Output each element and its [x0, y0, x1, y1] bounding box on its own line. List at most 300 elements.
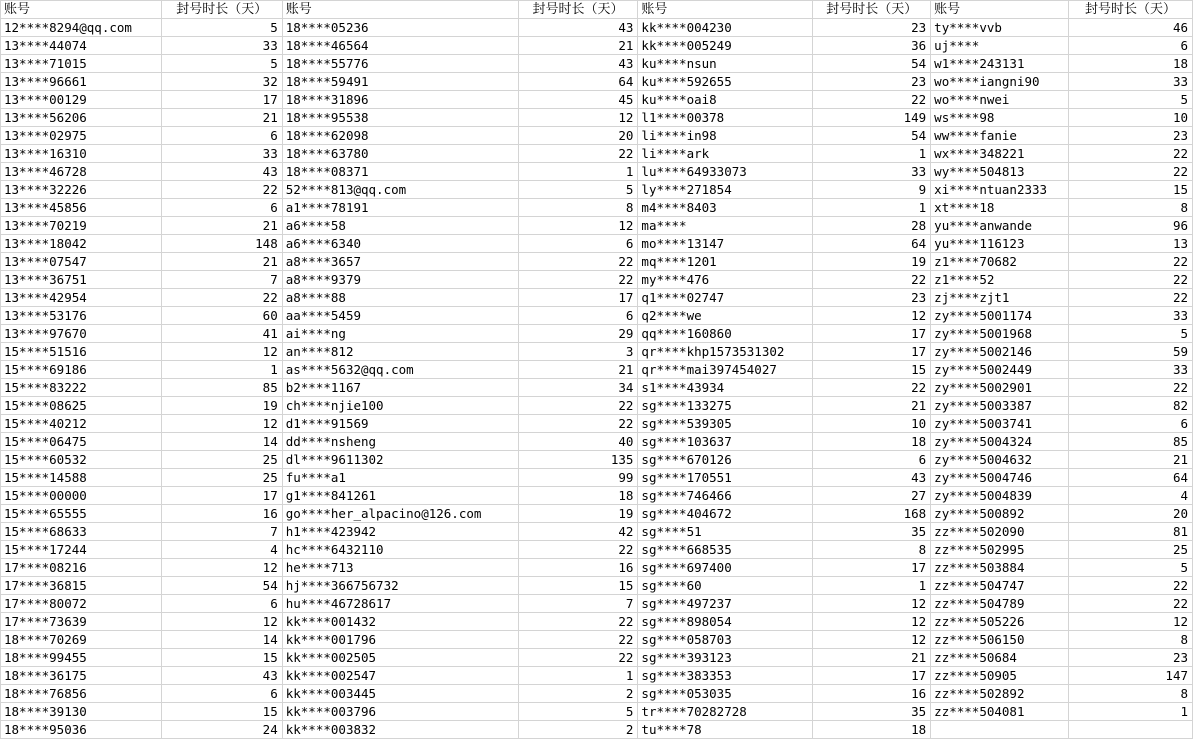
account-cell[interactable]: kk****002505 [282, 649, 518, 667]
account-cell[interactable]: ma**** [638, 217, 813, 235]
ban-days-cell[interactable]: 23 [813, 289, 931, 307]
ban-days-cell[interactable]: 25 [1069, 541, 1193, 559]
ban-days-cell[interactable]: 22 [518, 541, 638, 559]
ban-days-cell[interactable]: 22 [1069, 145, 1193, 163]
account-cell[interactable]: lu****64933073 [638, 163, 813, 181]
account-cell[interactable]: dd****nsheng [282, 433, 518, 451]
ban-days-cell[interactable]: 21 [161, 217, 282, 235]
header-days-1[interactable]: 封号时长（天） [161, 1, 282, 19]
account-cell[interactable]: 15****68633 [1, 523, 162, 541]
ban-days-cell[interactable]: 23 [1069, 649, 1193, 667]
account-cell[interactable]: sg****170551 [638, 469, 813, 487]
ban-days-cell[interactable]: 16 [518, 559, 638, 577]
account-cell[interactable]: ai****ng [282, 325, 518, 343]
ban-days-cell[interactable]: 7 [161, 523, 282, 541]
ban-days-cell[interactable]: 20 [1069, 505, 1193, 523]
ban-days-cell[interactable]: 33 [161, 145, 282, 163]
account-cell[interactable]: 18****99455 [1, 649, 162, 667]
account-cell[interactable]: zz****506150 [931, 631, 1069, 649]
account-cell[interactable]: z1****70682 [931, 253, 1069, 271]
ban-days-cell[interactable]: 6 [518, 235, 638, 253]
account-cell[interactable]: sg****898054 [638, 613, 813, 631]
ban-days-cell[interactable]: 9 [813, 181, 931, 199]
ban-days-cell[interactable]: 19 [161, 397, 282, 415]
ban-days-cell[interactable]: 17 [161, 91, 282, 109]
header-account-1[interactable]: 账号 [1, 1, 162, 19]
account-cell[interactable]: 18****36175 [1, 667, 162, 685]
account-cell[interactable]: li****in98 [638, 127, 813, 145]
account-cell[interactable]: sg****497237 [638, 595, 813, 613]
account-cell[interactable]: ws****98 [931, 109, 1069, 127]
ban-days-cell[interactable]: 1 [518, 667, 638, 685]
account-cell[interactable]: sg****539305 [638, 415, 813, 433]
account-cell[interactable]: zy****5002901 [931, 379, 1069, 397]
ban-days-cell[interactable]: 18 [813, 433, 931, 451]
ban-days-cell[interactable]: 15 [161, 703, 282, 721]
account-cell[interactable]: kk****004230 [638, 19, 813, 37]
ban-days-cell[interactable]: 8 [1069, 199, 1193, 217]
ban-days-cell[interactable]: 99 [518, 469, 638, 487]
ban-days-cell[interactable]: 12 [161, 559, 282, 577]
ban-days-cell[interactable]: 24 [161, 721, 282, 739]
ban-days-cell[interactable]: 22 [518, 253, 638, 271]
account-cell[interactable]: yu****anwande [931, 217, 1069, 235]
account-cell[interactable]: 18****55776 [282, 55, 518, 73]
account-cell[interactable]: 17****08216 [1, 559, 162, 577]
account-cell[interactable]: zj****zjt1 [931, 289, 1069, 307]
account-cell[interactable]: b2****1167 [282, 379, 518, 397]
account-cell[interactable]: zz****503884 [931, 559, 1069, 577]
ban-days-cell[interactable]: 6 [161, 199, 282, 217]
ban-days-cell[interactable]: 96 [1069, 217, 1193, 235]
account-cell[interactable]: w1****243131 [931, 55, 1069, 73]
ban-days-cell[interactable]: 12 [813, 307, 931, 325]
ban-days-cell[interactable]: 33 [813, 163, 931, 181]
ban-days-cell[interactable]: 64 [518, 73, 638, 91]
account-cell[interactable]: zz****504789 [931, 595, 1069, 613]
ban-days-cell[interactable]: 23 [1069, 127, 1193, 145]
account-cell[interactable]: ch****njie100 [282, 397, 518, 415]
account-cell[interactable]: 15****65555 [1, 505, 162, 523]
account-cell[interactable]: 15****83222 [1, 379, 162, 397]
ban-days-cell[interactable]: 21 [813, 397, 931, 415]
account-cell[interactable]: zy****5002146 [931, 343, 1069, 361]
ban-days-cell[interactable]: 22 [518, 397, 638, 415]
account-cell[interactable]: sg****393123 [638, 649, 813, 667]
account-cell[interactable]: hc****6432110 [282, 541, 518, 559]
account-cell[interactable]: 13****71015 [1, 55, 162, 73]
ban-days-cell[interactable]: 82 [1069, 397, 1193, 415]
account-cell[interactable]: zy****5004324 [931, 433, 1069, 451]
account-cell[interactable]: he****713 [282, 559, 518, 577]
account-cell[interactable]: sg****746466 [638, 487, 813, 505]
account-cell[interactable]: a8****3657 [282, 253, 518, 271]
ban-days-cell[interactable]: 43 [161, 667, 282, 685]
account-cell[interactable]: a6****6340 [282, 235, 518, 253]
ban-days-cell[interactable]: 12 [813, 595, 931, 613]
ban-days-cell[interactable]: 5 [1069, 559, 1193, 577]
account-cell[interactable]: 13****44074 [1, 37, 162, 55]
account-cell[interactable]: a6****58 [282, 217, 518, 235]
ban-days-cell[interactable]: 12 [518, 217, 638, 235]
ban-days-cell[interactable]: 21 [161, 253, 282, 271]
ban-days-cell[interactable]: 17 [813, 667, 931, 685]
account-cell[interactable]: ly****271854 [638, 181, 813, 199]
ban-days-cell[interactable]: 85 [161, 379, 282, 397]
header-account-4[interactable]: 账号 [931, 1, 1069, 19]
account-cell[interactable]: ku****592655 [638, 73, 813, 91]
ban-days-cell[interactable]: 6 [161, 595, 282, 613]
ban-days-cell[interactable]: 149 [813, 109, 931, 127]
account-cell[interactable]: fu****a1 [282, 469, 518, 487]
account-cell[interactable]: qq****160860 [638, 325, 813, 343]
account-cell[interactable]: zy****5001968 [931, 325, 1069, 343]
ban-days-cell[interactable]: 8 [1069, 631, 1193, 649]
account-cell[interactable]: li****ark [638, 145, 813, 163]
ban-days-cell[interactable]: 22 [813, 379, 931, 397]
account-cell[interactable]: kk****002547 [282, 667, 518, 685]
account-cell[interactable]: qr****mai397454027 [638, 361, 813, 379]
account-cell[interactable]: zz****50684 [931, 649, 1069, 667]
ban-days-cell[interactable]: 35 [813, 523, 931, 541]
account-cell[interactable]: 18****46564 [282, 37, 518, 55]
ban-days-cell[interactable]: 22 [518, 649, 638, 667]
account-cell[interactable]: kk****003796 [282, 703, 518, 721]
account-cell[interactable]: zy****5003387 [931, 397, 1069, 415]
account-cell[interactable]: go****her_alpacino@126.com [282, 505, 518, 523]
ban-days-cell[interactable]: 23 [813, 73, 931, 91]
account-cell[interactable]: kk****001796 [282, 631, 518, 649]
account-cell[interactable]: mo****13147 [638, 235, 813, 253]
account-cell[interactable]: 13****70219 [1, 217, 162, 235]
ban-days-cell[interactable]: 15 [518, 577, 638, 595]
ban-days-cell[interactable]: 10 [813, 415, 931, 433]
account-cell[interactable]: 17****73639 [1, 613, 162, 631]
ban-days-cell[interactable]: 135 [518, 451, 638, 469]
header-days-3[interactable]: 封号时长（天） [813, 1, 931, 19]
ban-days-cell[interactable]: 12 [161, 415, 282, 433]
account-cell[interactable]: 13****96661 [1, 73, 162, 91]
account-cell[interactable]: zy****5004839 [931, 487, 1069, 505]
ban-days-cell[interactable]: 27 [813, 487, 931, 505]
account-cell[interactable]: zy****5004632 [931, 451, 1069, 469]
account-cell[interactable]: 18****95036 [1, 721, 162, 739]
account-cell[interactable]: 18****95538 [282, 109, 518, 127]
ban-days-cell[interactable]: 43 [518, 19, 638, 37]
ban-days-cell[interactable]: 13 [1069, 235, 1193, 253]
ban-days-cell[interactable]: 22 [518, 271, 638, 289]
ban-days-cell[interactable]: 5 [518, 181, 638, 199]
account-cell[interactable]: uj**** [931, 37, 1069, 55]
ban-days-cell[interactable]: 17 [161, 487, 282, 505]
ban-days-cell[interactable]: 7 [161, 271, 282, 289]
account-cell[interactable]: 18****31896 [282, 91, 518, 109]
ban-days-cell[interactable]: 2 [518, 721, 638, 739]
ban-days-cell[interactable]: 64 [813, 235, 931, 253]
account-cell[interactable]: an****812 [282, 343, 518, 361]
ban-days-cell[interactable]: 64 [1069, 469, 1193, 487]
header-days-4[interactable]: 封号时长（天） [1069, 1, 1193, 19]
ban-days-cell[interactable]: 4 [1069, 487, 1193, 505]
account-cell[interactable]: 13****53176 [1, 307, 162, 325]
ban-days-cell[interactable]: 33 [161, 37, 282, 55]
ban-days-cell[interactable]: 5 [161, 19, 282, 37]
ban-days-cell[interactable]: 22 [1069, 289, 1193, 307]
ban-days-cell[interactable]: 22 [1069, 577, 1193, 595]
account-cell[interactable]: 18****63780 [282, 145, 518, 163]
ban-days-cell[interactable]: 22 [161, 181, 282, 199]
account-cell[interactable]: 18****08371 [282, 163, 518, 181]
account-cell[interactable]: a8****9379 [282, 271, 518, 289]
ban-days-cell[interactable]: 17 [518, 289, 638, 307]
ban-days-cell[interactable]: 18 [518, 487, 638, 505]
account-cell[interactable]: 13****16310 [1, 145, 162, 163]
account-cell[interactable]: yu****116123 [931, 235, 1069, 253]
ban-days-cell[interactable]: 7 [518, 595, 638, 613]
ban-days-cell[interactable]: 28 [813, 217, 931, 235]
account-cell[interactable]: kk****005249 [638, 37, 813, 55]
ban-days-cell[interactable]: 1 [813, 199, 931, 217]
ban-days-cell[interactable]: 15 [1069, 181, 1193, 199]
ban-days-cell[interactable]: 6 [1069, 37, 1193, 55]
account-cell[interactable]: 17****80072 [1, 595, 162, 613]
header-days-2[interactable]: 封号时长（天） [518, 1, 638, 19]
account-cell[interactable]: sg****133275 [638, 397, 813, 415]
ban-days-cell[interactable]: 20 [518, 127, 638, 145]
ban-days-cell[interactable]: 18 [813, 721, 931, 739]
ban-days-cell[interactable]: 22 [813, 91, 931, 109]
account-cell[interactable]: 13****97670 [1, 325, 162, 343]
ban-days-cell[interactable]: 5 [161, 55, 282, 73]
ban-days-cell[interactable]: 15 [161, 649, 282, 667]
account-cell[interactable]: zz****502995 [931, 541, 1069, 559]
ban-days-cell[interactable]: 32 [161, 73, 282, 91]
account-cell[interactable]: 18****05236 [282, 19, 518, 37]
account-cell[interactable]: 17****36815 [1, 577, 162, 595]
account-cell[interactable]: qr****khp1573531302 [638, 343, 813, 361]
account-cell[interactable]: m4****8403 [638, 199, 813, 217]
account-cell[interactable]: zy****5004746 [931, 469, 1069, 487]
ban-days-cell[interactable]: 22 [1069, 379, 1193, 397]
ban-days-cell[interactable]: 34 [518, 379, 638, 397]
ban-days-cell[interactable] [1069, 721, 1193, 739]
account-cell[interactable]: sg****51 [638, 523, 813, 541]
ban-days-cell[interactable]: 12 [813, 631, 931, 649]
ban-days-cell[interactable]: 22 [1069, 163, 1193, 181]
ban-days-cell[interactable]: 33 [1069, 361, 1193, 379]
ban-days-cell[interactable]: 1 [1069, 703, 1193, 721]
header-account-2[interactable]: 账号 [282, 1, 518, 19]
account-cell[interactable]: d1****91569 [282, 415, 518, 433]
account-cell[interactable]: wy****504813 [931, 163, 1069, 181]
account-cell[interactable]: 18****70269 [1, 631, 162, 649]
ban-days-cell[interactable]: 54 [813, 127, 931, 145]
ban-days-cell[interactable]: 8 [518, 199, 638, 217]
ban-days-cell[interactable]: 17 [813, 343, 931, 361]
account-cell[interactable]: aa****5459 [282, 307, 518, 325]
ban-days-cell[interactable]: 16 [813, 685, 931, 703]
account-cell[interactable]: a8****88 [282, 289, 518, 307]
account-cell[interactable]: zz****504081 [931, 703, 1069, 721]
account-cell[interactable]: 13****18042 [1, 235, 162, 253]
ban-days-cell[interactable]: 3 [518, 343, 638, 361]
ban-days-cell[interactable]: 5 [1069, 325, 1193, 343]
ban-days-cell[interactable]: 19 [813, 253, 931, 271]
ban-days-cell[interactable]: 8 [813, 541, 931, 559]
account-cell[interactable]: 18****62098 [282, 127, 518, 145]
ban-days-cell[interactable]: 6 [518, 307, 638, 325]
ban-days-cell[interactable]: 12 [1069, 613, 1193, 631]
ban-days-cell[interactable]: 12 [161, 613, 282, 631]
account-cell[interactable]: kk****003445 [282, 685, 518, 703]
ban-days-cell[interactable]: 10 [1069, 109, 1193, 127]
ban-days-cell[interactable]: 12 [518, 109, 638, 127]
account-cell[interactable]: 15****14588 [1, 469, 162, 487]
account-cell[interactable]: 13****45856 [1, 199, 162, 217]
account-cell[interactable]: 15****06475 [1, 433, 162, 451]
account-cell[interactable]: zz****502892 [931, 685, 1069, 703]
ban-days-cell[interactable]: 148 [161, 235, 282, 253]
ban-days-cell[interactable]: 15 [813, 361, 931, 379]
ban-days-cell[interactable]: 168 [813, 505, 931, 523]
account-cell[interactable]: q1****02747 [638, 289, 813, 307]
account-cell[interactable]: xt****18 [931, 199, 1069, 217]
ban-days-cell[interactable]: 17 [813, 559, 931, 577]
ban-days-cell[interactable]: 12 [813, 613, 931, 631]
account-cell[interactable]: hu****46728617 [282, 595, 518, 613]
account-cell[interactable]: as****5632@qq.com [282, 361, 518, 379]
account-cell[interactable]: 13****02975 [1, 127, 162, 145]
account-cell[interactable]: 15****40212 [1, 415, 162, 433]
account-cell[interactable]: zy****500892 [931, 505, 1069, 523]
ban-days-cell[interactable]: 42 [518, 523, 638, 541]
account-cell[interactable]: 13****46728 [1, 163, 162, 181]
ban-days-cell[interactable]: 18 [1069, 55, 1193, 73]
account-cell[interactable]: ww****fanie [931, 127, 1069, 145]
ban-days-cell[interactable]: 54 [161, 577, 282, 595]
account-cell[interactable]: hj****366756732 [282, 577, 518, 595]
account-cell[interactable]: 18****39130 [1, 703, 162, 721]
account-cell[interactable]: tr****70282728 [638, 703, 813, 721]
account-cell[interactable]: g1****841261 [282, 487, 518, 505]
account-cell[interactable]: h1****423942 [282, 523, 518, 541]
ban-days-cell[interactable]: 6 [161, 685, 282, 703]
ban-days-cell[interactable]: 29 [518, 325, 638, 343]
ban-days-cell[interactable]: 22 [1069, 595, 1193, 613]
ban-days-cell[interactable]: 4 [161, 541, 282, 559]
ban-days-cell[interactable]: 6 [813, 451, 931, 469]
ban-days-cell[interactable]: 23 [813, 19, 931, 37]
ban-days-cell[interactable]: 8 [1069, 685, 1193, 703]
ban-days-cell[interactable]: 14 [161, 433, 282, 451]
ban-days-cell[interactable]: 25 [161, 451, 282, 469]
account-cell[interactable]: 18****76856 [1, 685, 162, 703]
ban-days-cell[interactable]: 35 [813, 703, 931, 721]
account-cell[interactable]: sg****103637 [638, 433, 813, 451]
ban-days-cell[interactable]: 22 [813, 271, 931, 289]
ban-days-cell[interactable]: 59 [1069, 343, 1193, 361]
account-cell[interactable]: sg****383353 [638, 667, 813, 685]
account-cell[interactable]: my****476 [638, 271, 813, 289]
account-cell[interactable]: sg****697400 [638, 559, 813, 577]
account-cell[interactable]: l1****00378 [638, 109, 813, 127]
ban-days-cell[interactable]: 22 [161, 289, 282, 307]
ban-days-cell[interactable]: 5 [518, 703, 638, 721]
account-cell[interactable]: xi****ntuan2333 [931, 181, 1069, 199]
account-cell[interactable]: ku****oai8 [638, 91, 813, 109]
ban-days-cell[interactable]: 1 [813, 577, 931, 595]
account-cell[interactable]: 13****07547 [1, 253, 162, 271]
ban-days-cell[interactable]: 22 [518, 145, 638, 163]
account-cell[interactable]: zy****5002449 [931, 361, 1069, 379]
account-cell[interactable]: zz****50905 [931, 667, 1069, 685]
account-cell[interactable]: tu****78 [638, 721, 813, 739]
account-cell[interactable] [931, 721, 1069, 739]
account-cell[interactable]: zz****504747 [931, 577, 1069, 595]
account-cell[interactable]: 15****00000 [1, 487, 162, 505]
account-cell[interactable]: ku****nsun [638, 55, 813, 73]
ban-days-cell[interactable]: 19 [518, 505, 638, 523]
ban-days-cell[interactable]: 40 [518, 433, 638, 451]
ban-days-cell[interactable]: 36 [813, 37, 931, 55]
account-cell[interactable]: sg****053035 [638, 685, 813, 703]
account-cell[interactable]: dl****9611302 [282, 451, 518, 469]
account-cell[interactable]: sg****058703 [638, 631, 813, 649]
ban-days-cell[interactable]: 1 [518, 163, 638, 181]
ban-days-cell[interactable]: 43 [161, 163, 282, 181]
ban-days-cell[interactable]: 60 [161, 307, 282, 325]
header-account-3[interactable]: 账号 [638, 1, 813, 19]
ban-days-cell[interactable]: 21 [813, 649, 931, 667]
account-cell[interactable]: 13****36751 [1, 271, 162, 289]
ban-days-cell[interactable]: 5 [1069, 91, 1193, 109]
account-cell[interactable]: 52****813@qq.com [282, 181, 518, 199]
account-cell[interactable]: zy****5003741 [931, 415, 1069, 433]
account-cell[interactable]: ty****vvb [931, 19, 1069, 37]
ban-days-cell[interactable]: 17 [813, 325, 931, 343]
ban-days-cell[interactable]: 22 [1069, 271, 1193, 289]
ban-days-cell[interactable]: 14 [161, 631, 282, 649]
account-cell[interactable]: 15****17244 [1, 541, 162, 559]
account-cell[interactable]: wo****iangni90 [931, 73, 1069, 91]
ban-days-cell[interactable]: 21 [1069, 451, 1193, 469]
account-cell[interactable]: wx****348221 [931, 145, 1069, 163]
ban-days-cell[interactable]: 22 [518, 415, 638, 433]
ban-days-cell[interactable]: 81 [1069, 523, 1193, 541]
ban-days-cell[interactable]: 45 [518, 91, 638, 109]
account-cell[interactable]: sg****670126 [638, 451, 813, 469]
ban-days-cell[interactable]: 46 [1069, 19, 1193, 37]
account-cell[interactable]: zz****505226 [931, 613, 1069, 631]
account-cell[interactable]: q2****we [638, 307, 813, 325]
ban-days-cell[interactable]: 25 [161, 469, 282, 487]
ban-days-cell[interactable]: 33 [1069, 73, 1193, 91]
account-cell[interactable]: kk****003832 [282, 721, 518, 739]
account-cell[interactable]: 15****08625 [1, 397, 162, 415]
ban-days-cell[interactable]: 21 [518, 37, 638, 55]
account-cell[interactable]: 13****42954 [1, 289, 162, 307]
account-cell[interactable]: 15****60532 [1, 451, 162, 469]
account-cell[interactable]: kk****001432 [282, 613, 518, 631]
ban-days-cell[interactable]: 12 [161, 343, 282, 361]
account-cell[interactable]: a1****78191 [282, 199, 518, 217]
ban-days-cell[interactable]: 43 [518, 55, 638, 73]
ban-days-cell[interactable]: 6 [161, 127, 282, 145]
ban-days-cell[interactable]: 22 [1069, 253, 1193, 271]
account-cell[interactable]: sg****668535 [638, 541, 813, 559]
account-cell[interactable]: sg****60 [638, 577, 813, 595]
account-cell[interactable]: 13****56206 [1, 109, 162, 127]
